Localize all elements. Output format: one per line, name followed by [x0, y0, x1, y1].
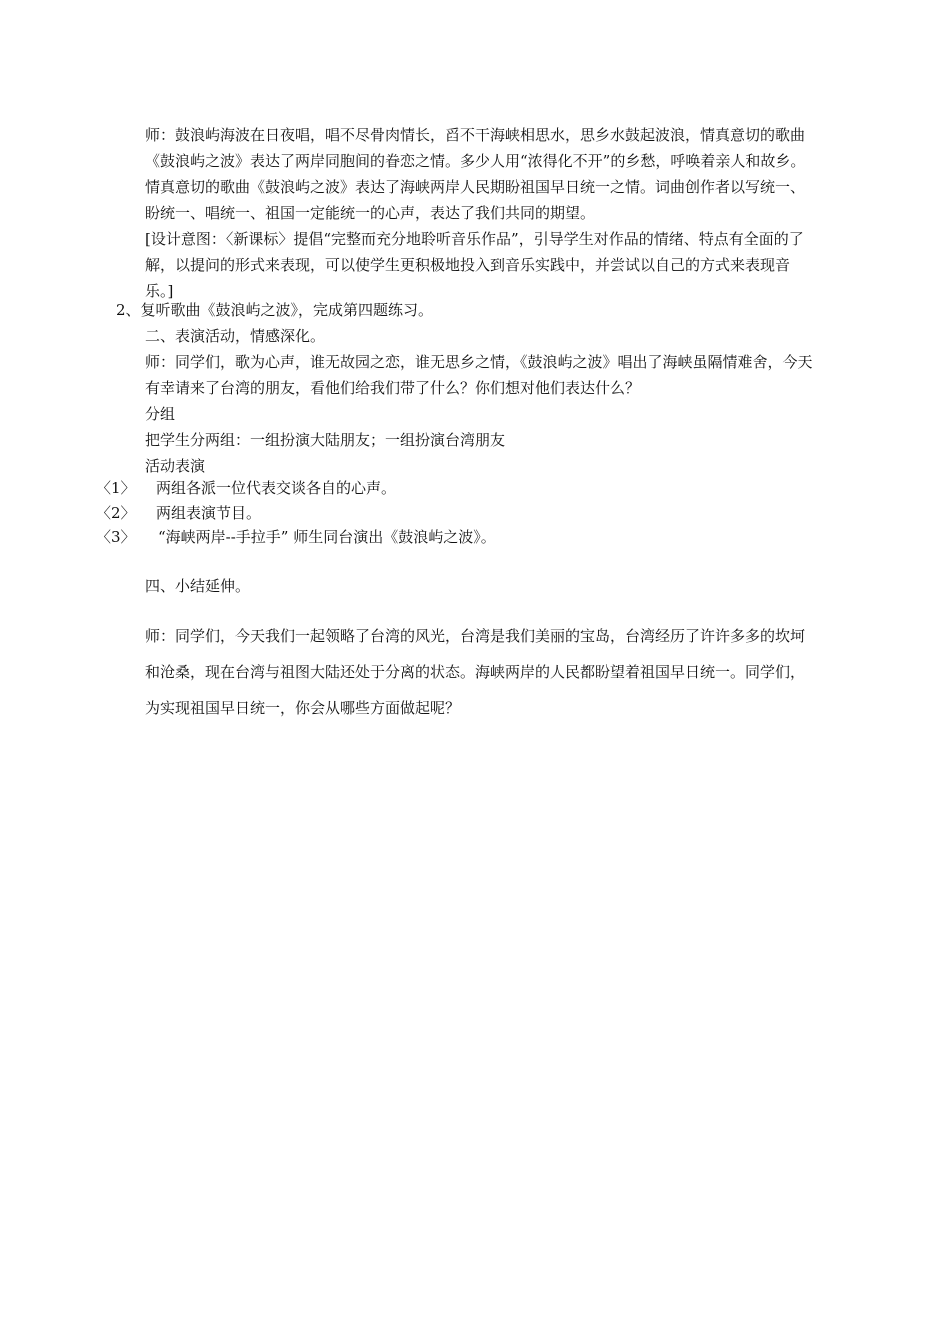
section-2-paragraph: 师：同学们，歌为心声，谁无故园之恋，谁无思乡之情，《鼓浪屿之波》唱出了海峡虽隔情难舍，今天有幸请来了台湾的朋友，看他们给我们带了什么？你们想对他们表达什么？: [145, 353, 813, 397]
activity-number: 〈1〉: [96, 479, 136, 497]
step-2: 2、复听歌曲《鼓浪屿之波》，完成第四题练习。: [116, 301, 434, 319]
activity-label: 活动表演: [145, 457, 206, 475]
grouping-label: 分组: [145, 405, 176, 423]
design-note: [设计意图：〈新课标〉提倡“完整而充分地聆听音乐作品”，引导学生对作品的情绪、特点有全面的了解，以提问的形式来表现，可以使学生更积极地投入到音乐实践中，并尝试以自己的方式来表现音乐。]: [145, 230, 804, 300]
intro-paragraph: 师：鼓浪屿海波在日夜唱，唱不尽骨肉情长，舀不干海峡相思水，思乡水鼓起波浪，情真意切的歌曲《鼓浪屿之波》表达了两岸同胞间的眷恋之情。多少人用“浓得化不开”的乡愁，呼唤着亲人和故乡。情真意切的歌曲《鼓浪屿之波》表达了海峡两岸人民期盼祖国早日统一之情。词曲创作者以写统一、盼统一、唱统一、祖国一定能统一的心声，表达了我们共同的期望。: [145, 126, 806, 222]
activity-number: 〈3〉: [96, 528, 136, 546]
grouping-text: 把学生分两组：一组扮演大陆朋友；一组扮演台湾朋友: [145, 431, 506, 449]
section-4-heading: 四、小结延伸。: [145, 577, 251, 595]
activity-number: 〈2〉: [96, 504, 136, 522]
activity-item: “海峡两岸--手拉手” 师生同台演出《鼓浪屿之波》。: [158, 528, 496, 546]
activity-item: 两组各派一位代表交谈各自的心声。: [156, 479, 397, 497]
activity-item: 两组表演节目。: [156, 504, 262, 522]
closing-paragraph: 师：同学们，今天我们一起领略了台湾的风光，台湾是我们美丽的宝岛，台湾经历了许许多多的坎坷和沧桑，现在台湾与祖图大陆还处于分离的状态。海峡两岸的人民都盼望着祖国早日统一。同学们，为实现祖国早日统一，你会从哪些方面做起呢？: [145, 627, 806, 717]
section-2-heading: 二、表演活动，情感深化。: [145, 327, 326, 345]
